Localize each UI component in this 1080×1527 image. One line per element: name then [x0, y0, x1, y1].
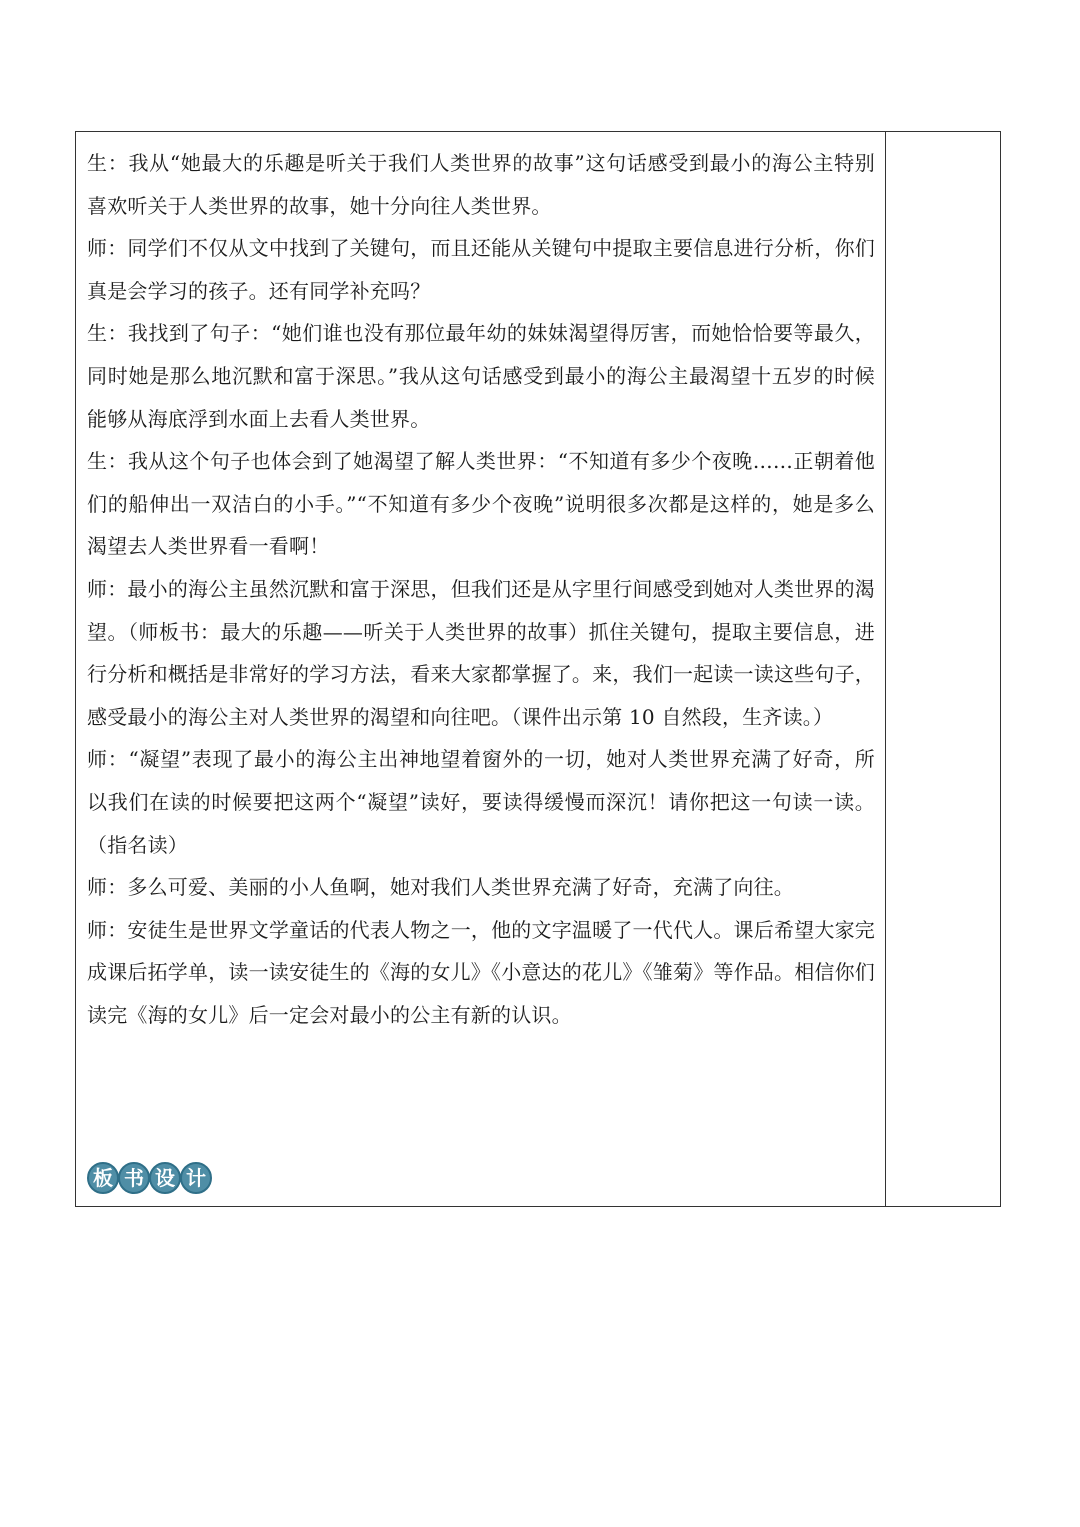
dialogue-paragraph: 师：最小的海公主虽然沉默和富于深思，但我们还是从字里行间感受到她对人类世界的渴望。（师板书：最大的乐趣——听关于人类世界的故事）抓住关键句，提取主要信息，进行分析和概括是非常好的学习方法，看来大家都掌握了。来，我们一起读一读这些句子，感受最小的海公主对人类世界的渴望和向往吧。（课件出示第 10 自然段，生齐读。） — [87, 576, 875, 729]
dialogue-paragraph: 师：多么可爱、美丽的小人鱼啊，她对我们人类世界充满了好奇，充满了向往。 — [87, 875, 794, 900]
dialogue-paragraph: 生：我从这个句子也体会到了她渴望了解人类世界：“不知道有多少个夜晚……正朝着他们的船伸出一双洁白的小手。”“不知道有多少个夜晚”说明很多次都是这样的，她是多么渴望去人类世界看一看啊！ — [87, 449, 875, 559]
banner-char: 计 — [180, 1162, 212, 1194]
banner-char: 书 — [118, 1162, 150, 1194]
dialogue-paragraph: 生：我找到了句子：“她们谁也没有那位最年幼的妹妹渴望得厉害，而她恰恰要等最久，同时她是那么地沉默和富于深思。”我从这句话感受到最小的海公主最渴望十五岁的时候能够从海底浮到水面上去看人类世界。 — [87, 321, 875, 431]
dialogue-paragraph: 生：我从“她最大的乐趣是听关于我们人类世界的故事”这句话感受到最小的海公主特别喜欢听关于人类世界的故事，她十分向往人类世界。 — [87, 151, 875, 218]
dialogue-paragraph: 师：安徒生是世界文学童话的代表人物之一，他的文字温暖了一代代人。课后希望大家完成课后拓学单，读一读安徒生的《海的女儿》《小意达的花儿》《雏菊》等作品。相信你们读完《海的女儿》后一定会对最小的公主有新的认识。 — [87, 917, 875, 1027]
banner-char: 设 — [149, 1162, 181, 1194]
lesson-table — [75, 131, 1001, 1207]
notes-cell — [886, 132, 1000, 1206]
board-design-banner — [87, 1162, 211, 1194]
banner-char: 板 — [87, 1162, 119, 1194]
dialogue-paragraph: 师：同学们不仅从文中找到了关键句，而且还能从关键句中提取主要信息进行分析，你们真是会学习的孩子。还有同学补充吗？ — [87, 236, 875, 303]
lesson-content-cell — [76, 132, 886, 1206]
dialogue-paragraph: 师：“凝望”表现了最小的海公主出神地望着窗外的一切，她对人类世界充满了好奇，所以我们在读的时候要把这两个“凝望”读好，要读得缓慢而深沉！请你把这一句读一读。（指名读） — [87, 747, 875, 857]
